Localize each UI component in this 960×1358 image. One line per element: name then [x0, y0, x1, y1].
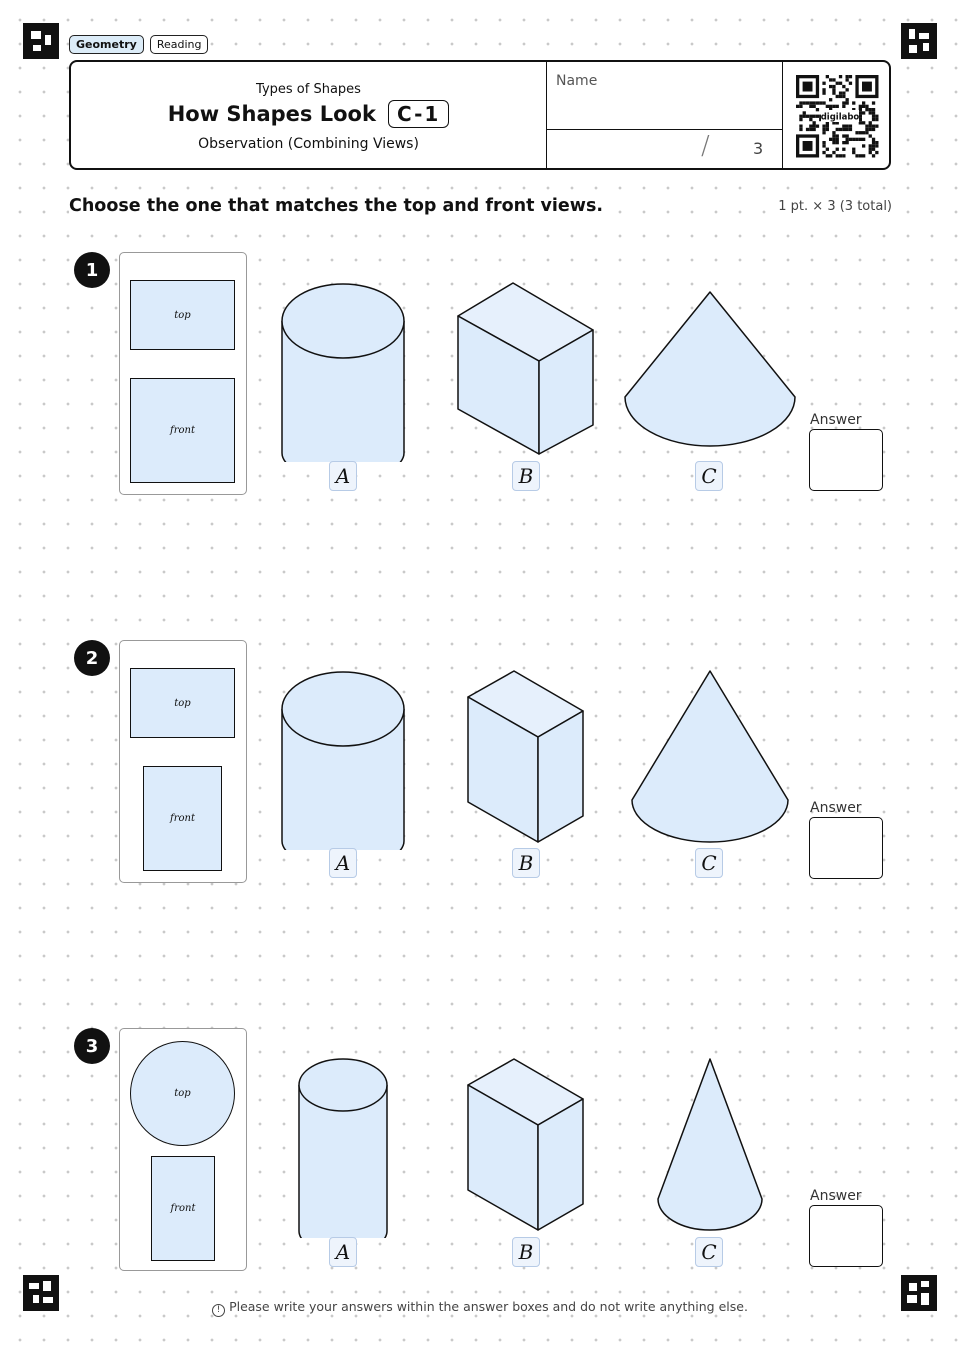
registration-marker-top-left — [23, 23, 59, 59]
answer-label: Answer — [810, 1188, 862, 1204]
score-total: 3 — [753, 139, 764, 158]
cube-shape[interactable] — [450, 277, 600, 462]
info-icon: ! — [212, 1304, 225, 1317]
header-title-block — [71, 62, 546, 168]
view-panel — [119, 1028, 247, 1271]
score-field[interactable] — [546, 129, 783, 168]
tag-geometry: Geometry — [69, 35, 144, 54]
view-panel — [119, 640, 247, 883]
front-view: front — [151, 1156, 215, 1261]
top-view: top — [130, 668, 235, 738]
problem-2 — [0, 640, 960, 920]
header-subtitle: Types of Shapes — [256, 82, 361, 97]
cone-shape[interactable] — [650, 1053, 770, 1238]
qr-caption: digilabo — [820, 112, 860, 123]
qr-code — [782, 62, 890, 168]
option-b-label[interactable]: B — [512, 461, 540, 491]
cylinder-shape[interactable] — [290, 1053, 396, 1238]
worksheet-code: C-1 — [388, 100, 449, 128]
answer-box[interactable] — [809, 429, 883, 491]
top-view: top — [130, 1041, 235, 1146]
option-a-label[interactable]: A — [329, 848, 357, 878]
header-mode: Observation (Combining Views) — [198, 136, 419, 152]
problem-number: 3 — [74, 1028, 110, 1064]
qr-code-icon — [783, 62, 890, 168]
option-c-label[interactable]: C — [695, 1237, 723, 1267]
rectangular-prism-shape[interactable] — [460, 665, 590, 850]
answer-box[interactable] — [809, 1205, 883, 1267]
problem-1 — [0, 252, 960, 532]
footer-note — [0, 1299, 960, 1317]
cone-shape[interactable] — [615, 277, 805, 462]
option-c-label[interactable]: C — [695, 461, 723, 491]
answer-label: Answer — [810, 800, 862, 816]
answer-box[interactable] — [809, 817, 883, 879]
answer-label: Answer — [810, 412, 862, 428]
tag-reading: Reading — [150, 35, 209, 54]
score-slash: / — [701, 131, 710, 161]
worksheet-title: How Shapes Look — [167, 102, 376, 126]
view-panel — [119, 252, 247, 495]
name-label: Name — [556, 73, 598, 89]
rectangular-prism-shape[interactable] — [460, 1053, 590, 1238]
cone-shape[interactable] — [615, 665, 805, 850]
registration-marker-top-right — [901, 23, 937, 59]
problem-number: 1 — [74, 252, 110, 288]
name-field[interactable] — [546, 62, 783, 130]
subject-tags — [69, 35, 208, 54]
points-text: 1 pt. × 3 (3 total) — [778, 199, 892, 214]
front-view: front — [143, 766, 222, 871]
problem-3 — [0, 1028, 960, 1308]
option-b-label[interactable]: B — [512, 1237, 540, 1267]
option-c-label[interactable]: C — [695, 848, 723, 878]
option-a-label[interactable]: A — [329, 1237, 357, 1267]
instruction-text: Choose the one that matches the top and front views. — [69, 196, 607, 216]
option-a-label[interactable]: A — [329, 461, 357, 491]
cylinder-shape[interactable] — [270, 277, 416, 462]
problem-number: 2 — [74, 640, 110, 676]
front-view: front — [130, 378, 235, 483]
top-view: top — [130, 280, 235, 350]
cylinder-shape[interactable] — [270, 665, 416, 850]
footer-text: Please write your answers within the answer boxes and do not write anything else. — [229, 1299, 748, 1314]
option-b-label[interactable]: B — [512, 848, 540, 878]
worksheet-header — [69, 60, 891, 170]
